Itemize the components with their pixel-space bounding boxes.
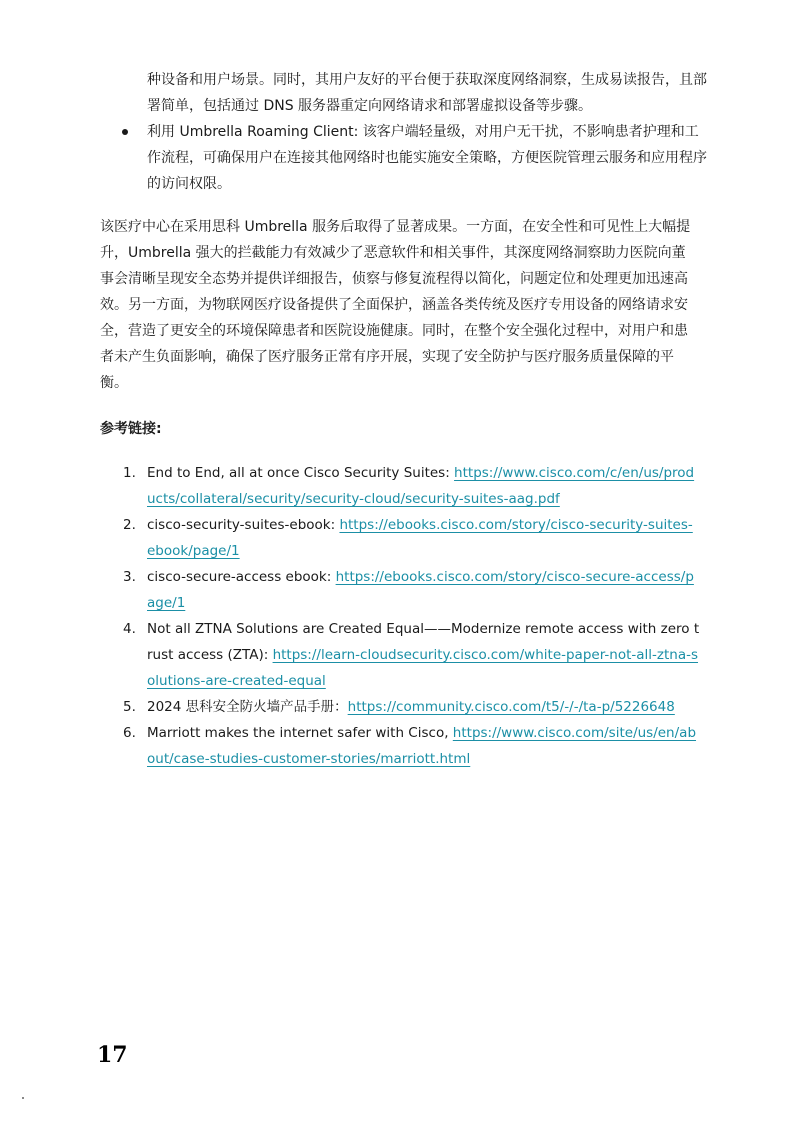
reference-item-5 bbox=[100, 694, 700, 720]
bullet-item-umbrella-roaming-client bbox=[108, 119, 708, 197]
reference-number: 5. bbox=[123, 699, 136, 715]
reference-item-2 bbox=[100, 512, 700, 564]
reference-text: Marriott makes the internet safer with Cisco, bbox=[147, 725, 453, 741]
reference-number: 4. bbox=[123, 621, 136, 637]
bullet-list bbox=[108, 119, 708, 197]
reference-link[interactable]: https://www.cisco.com/site/us/en/about/case-studies-customer-stories/marriott.html bbox=[147, 725, 697, 767]
reference-text: Not all ZTNA Solutions are Created Equal——Modernize remote access with zero trust access (ZTA): bbox=[147, 621, 700, 663]
bullet-text: 利用 Umbrella Roaming Client: 该客户端轻量级，对用户无干扰，不影响患者护理和工作流程，可确保用户在连接其他网络时也能实施安全策略，方便医院管理云服务和应用程序的访问权限。 bbox=[147, 124, 707, 192]
reference-text: cisco-secure-access ebook: bbox=[147, 569, 336, 585]
reference-number: 2. bbox=[123, 517, 136, 533]
references-list bbox=[100, 460, 700, 772]
page-number: 17 bbox=[97, 1042, 128, 1068]
bullet-dot-icon bbox=[122, 129, 128, 135]
reference-text: cisco-security-suites-ebook: bbox=[147, 517, 340, 533]
references-heading: 参考链接: bbox=[100, 421, 162, 437]
reference-link[interactable]: https://ebooks.cisco.com/story/cisco-secure-access/page/1 bbox=[147, 569, 694, 611]
reference-link[interactable]: https://www.cisco.com/c/en/us/products/collateral/security/security-cloud/security-suites-aag.pdf bbox=[147, 465, 695, 507]
reference-item-1 bbox=[100, 460, 700, 512]
reference-link[interactable]: https://ebooks.cisco.com/story/cisco-security-suites-ebook/page/1 bbox=[147, 517, 693, 559]
reference-item-4 bbox=[100, 616, 700, 694]
reference-text: 2024 思科安全防火墙产品手册： bbox=[147, 699, 348, 715]
corner-mark bbox=[22, 1097, 24, 1099]
reference-link[interactable]: https://community.cisco.com/t5/-/-/ta-p/5226648 bbox=[347, 699, 675, 715]
reference-link[interactable]: https://learn-cloudsecurity.cisco.com/white-paper-not-all-ztna-solutions-are-created-equal bbox=[147, 647, 699, 689]
continued-paragraph: 种设备和用户场景。同时，其用户友好的平台便于获取深度网络洞察，生成易读报告，且部署简单，包括通过 DNS 服务器重定向网络请求和部署虚拟设备等步骤。 bbox=[147, 72, 707, 114]
reference-number: 1. bbox=[123, 465, 136, 481]
summary-paragraph: 该医疗中心在采用思科 Umbrella 服务后取得了显著成果。一方面，在安全性和可见性上大幅提升，Umbrella 强大的拦截能力有效减少了恶意软件和相关事件，其深度网络洞察助力医院向董事会清晰呈现安全态势并提供详细报告，侦察与修复流程得以简化，问题定位和处理更加迅速高效。另一方面，为物联网医疗设备提供了全面保护，涵盖各类传统及医疗专用设备的网络请求安全，营造了更安全的环境保障患者和医院设施健康。同时，在整个安全强化过程中，对用户和患者未产生负面影响，确保了医疗服务正常有序开展，实现了安全防护与医疗服务质量保障的平衡。 bbox=[100, 219, 691, 391]
reference-item-3 bbox=[100, 564, 700, 616]
reference-item-6 bbox=[100, 720, 700, 772]
reference-number: 6. bbox=[123, 725, 136, 741]
reference-text: End to End, all at once Cisco Security Suites: bbox=[147, 465, 455, 481]
reference-number: 3. bbox=[123, 569, 136, 585]
